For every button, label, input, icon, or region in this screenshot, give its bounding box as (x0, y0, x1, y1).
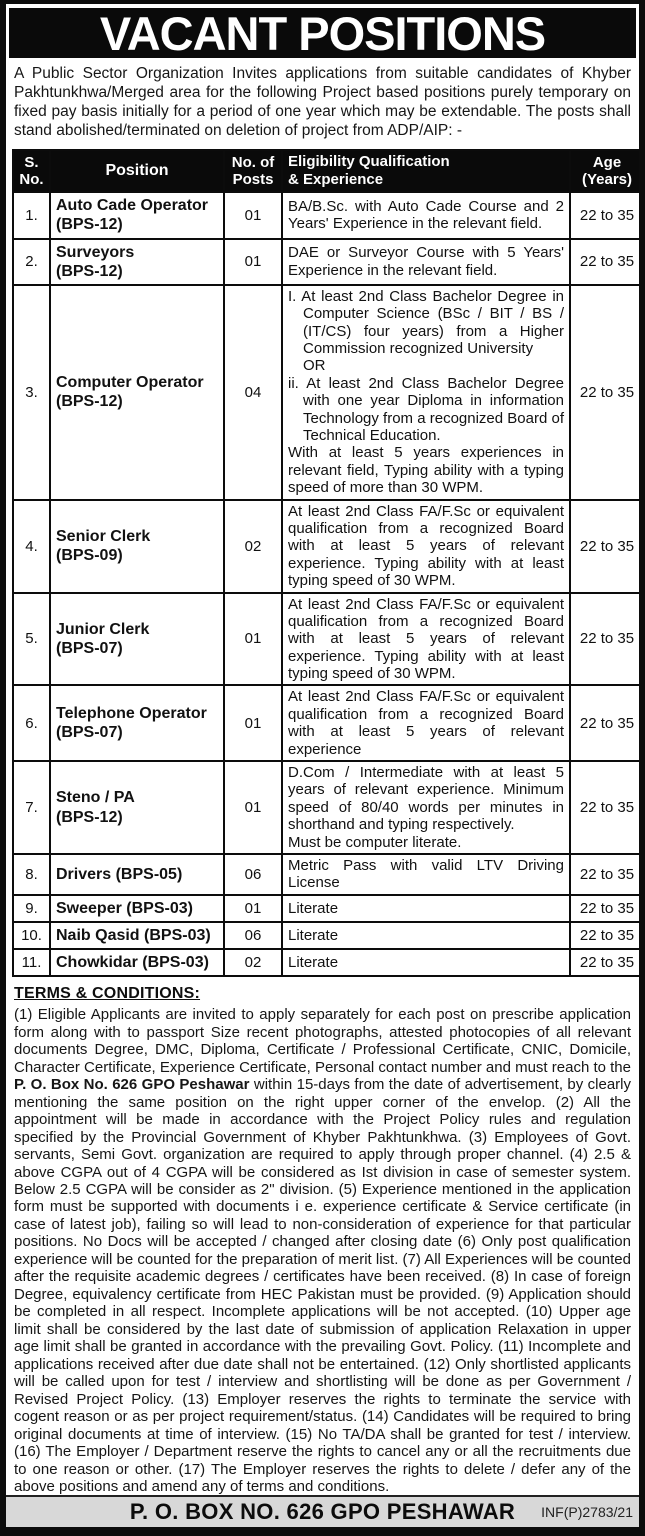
table-row (13, 895, 644, 922)
table-header (13, 150, 644, 193)
position-cell: Telephone Operator (BPS-07) (50, 685, 224, 761)
terms-body: (1) Eligible Applicants are invited to apply separately for each post on prescribe application form along with to passport Size recent photographs, attested photocopies of all relevant documents Degree, DMC, Diploma, Certificate / Professional Certificate, CNIC, Domicile, Character Certificate, Experience Certificate, Personal contact number and must reach to the P. O. Box No. 626 GPO Peshawar within 15-days from the date of advertisement, by clearly mentioning the same position on the right upper corner of the envelop. (2) All the appointment will be made in accordance with the Project Policy rules and regulation specified by the Provincial Government of Khyber Pakhtunkhwa. (3) Employees of Govt. servants, Semi Govt. organization are required to apply through proper channel. (4) 2.5 & above CGPA out of 4 CGPA will be considered as Ist division in case of semester system. Below 2.5 CGPA will be consider as 2" division. (5) Experience mentioned in the application form must be supported with documents i e. experience certificate & Service certificate (in case of latest job), failing so will lead to non-consideration of experience for that particular positions. No Docs will be accepted / changed after closing date (6) Only post qualification experience will be counted for the preparation of merit list. (7) All Experiences will be counted after the requisite academic degrees / certificates have been received. (8) In case of foreign Degree, equivalency certificate from HEC Pakistan must be provided. (9) Application should be completed in all respect. Incomplete applications will be not accepted. (10) Upper age limit shall be considered by the last date of submission of application Relaxation in upper age limit shall be granted in accordance with the prevailing Govt. Policy. (11) Incomplete and applications received after due date shall not be entertained. (12) Only shortlisted applicants will be called upon for test / interview and shortlisting will be done as per Government / Revised Project Policy. (13) Employer reserves the rights to terminate the service with cogent reason or as per project requirement/status. (14) Candidates will be required to bring original documents at time of interview. (15) No TA/DA shall be granted for test / interview. (16) The Employer / Department reserve the rights to cancel any or all the recruitments due to one reason or other. (17) The Employer reserves the rights to delete / defer any of the above positions and amend any of terms and conditions. (14, 1006, 631, 1495)
row-serial-number: 6. (13, 685, 50, 761)
eligibility-cell: At least 2nd Class FA/F.Sc or equivalent qualification from a recognized Board with at least 5 years of relevant experience. Typing ability with at least typing speed of 30 WPM. (282, 500, 570, 593)
row-serial-number: 10. (13, 922, 50, 949)
age-range-cell: 22 to 35 (570, 895, 644, 922)
header-sno: S. No. (13, 150, 50, 193)
age-range-cell: 22 to 35 (570, 593, 644, 686)
posts-count-cell: 01 (224, 593, 282, 686)
row-serial-number: 8. (13, 854, 50, 895)
posts-count-cell: 02 (224, 500, 282, 593)
eligibility-cell: I. At least 2nd Class Bachelor Degree in Computer Science (BSc / BIT / BS / (IT/CS) four years) from a Higher Commission recognized University OR ii. At least 2nd Class Bachelor Degree with one year Diploma in information Technology from a recognized Board of Technical Education. With at least 5 years experiences in relevant field, Typing ability with a typing speed of more than 30 WPM. (282, 285, 570, 500)
eligibility-cell: At least 2nd Class FA/F.Sc or equivalent qualification from a recognized Board with at least 5 years of relevant experience. Typing ability with at least typing speed of 30 WPM. (282, 593, 570, 686)
eligibility-cell: DAE or Surveyor Course with 5 Years' Experience in the relevant field. (282, 239, 570, 285)
header-age: Age (Years) (570, 150, 644, 193)
position-cell: Drivers (BPS-05) (50, 854, 224, 895)
posts-count-cell: 04 (224, 285, 282, 500)
row-serial-number: 11. (13, 949, 50, 976)
positions-table-body (13, 192, 644, 976)
eligibility-cell: At least 2nd Class FA/F.Sc or equivalent qualification from a recognized Board with at least 5 years of relevant experience (282, 685, 570, 761)
age-range-cell: 22 to 35 (570, 922, 644, 949)
posts-count-cell: 01 (224, 895, 282, 922)
row-serial-number: 1. (13, 192, 50, 238)
row-serial-number: 5. (13, 593, 50, 686)
row-serial-number: 3. (13, 285, 50, 500)
posts-count-cell: 01 (224, 685, 282, 761)
age-range-cell: 22 to 35 (570, 949, 644, 976)
row-serial-number: 2. (13, 239, 50, 285)
position-cell: Junior Clerk (BPS-07) (50, 593, 224, 686)
posts-count-cell: 06 (224, 922, 282, 949)
row-serial-number: 9. (13, 895, 50, 922)
table-row (13, 949, 644, 976)
header-posts: No. of Posts (224, 150, 282, 193)
page-title: VACANT POSITIONS (9, 8, 636, 58)
terms-section (6, 977, 639, 1495)
eligibility-cell: BA/B.Sc. with Auto Cade Course and 2 Years' Experience in the relevant field. (282, 192, 570, 238)
eligibility-cell: Literate (282, 895, 570, 922)
advert-reference-number: INF(P)2783/21 (541, 1504, 633, 1521)
position-cell: Senior Clerk (BPS-09) (50, 500, 224, 593)
eligibility-cell: Literate (282, 949, 570, 976)
table-row (13, 593, 644, 686)
age-range-cell: 22 to 35 (570, 854, 644, 895)
row-serial-number: 7. (13, 761, 50, 854)
terms-heading: TERMS & CONDITIONS: (14, 985, 201, 1003)
position-cell: Naib Qasid (BPS-03) (50, 922, 224, 949)
header-eligibility: Eligibility Qualification & Experience (282, 150, 570, 193)
position-cell: Sweeper (BPS-03) (50, 895, 224, 922)
table-row (13, 285, 644, 500)
position-cell: Surveyors (BPS-12) (50, 239, 224, 285)
eligibility-cell: D.Com / Intermediate with at least 5 years of relevant experience. Minimum speed of 80/40 words per minutes in shorthand and typing respectively. Must be computer literate. (282, 761, 570, 854)
header-position: Position (50, 150, 224, 193)
posts-count-cell: 01 (224, 761, 282, 854)
posts-count-cell: 01 (224, 239, 282, 285)
position-cell: Computer Operator (BPS-12) (50, 285, 224, 500)
eligibility-cell: Literate (282, 922, 570, 949)
age-range-cell: 22 to 35 (570, 685, 644, 761)
position-cell: Auto Cade Operator (BPS-12) (50, 192, 224, 238)
age-range-cell: 22 to 35 (570, 192, 644, 238)
eligibility-cell: Metric Pass with valid LTV Driving License (282, 854, 570, 895)
age-range-cell: 22 to 35 (570, 239, 644, 285)
table-row (13, 854, 644, 895)
row-serial-number: 4. (13, 500, 50, 593)
table-row (13, 685, 644, 761)
posts-count-cell: 06 (224, 854, 282, 895)
posts-count-cell: 01 (224, 192, 282, 238)
age-range-cell: 22 to 35 (570, 761, 644, 854)
footer-bar (6, 1495, 639, 1527)
intro-paragraph: A Public Sector Organization Invites applications from suitable candidates of Khyber Pakhtunkhwa/Merged area for the following Project based positions purely temporary on fixed pay basis initially for a period of one year which may be extendable. The posts shall stand abolished/terminated on deletion of project from ADP/AIP: - (14, 65, 631, 139)
table-row (13, 922, 644, 949)
age-range-cell: 22 to 35 (570, 285, 644, 500)
position-cell: Chowkidar (BPS-03) (50, 949, 224, 976)
table-row (13, 192, 644, 238)
table-row (13, 761, 644, 854)
posts-count-cell: 02 (224, 949, 282, 976)
table-row (13, 500, 644, 593)
table-row (13, 239, 644, 285)
po-box-address: P. O. BOX NO. 626 GPO PESHAWAR (129, 1499, 516, 1525)
position-cell: Steno / PA (BPS-12) (50, 761, 224, 854)
positions-table (12, 149, 645, 978)
age-range-cell: 22 to 35 (570, 500, 644, 593)
